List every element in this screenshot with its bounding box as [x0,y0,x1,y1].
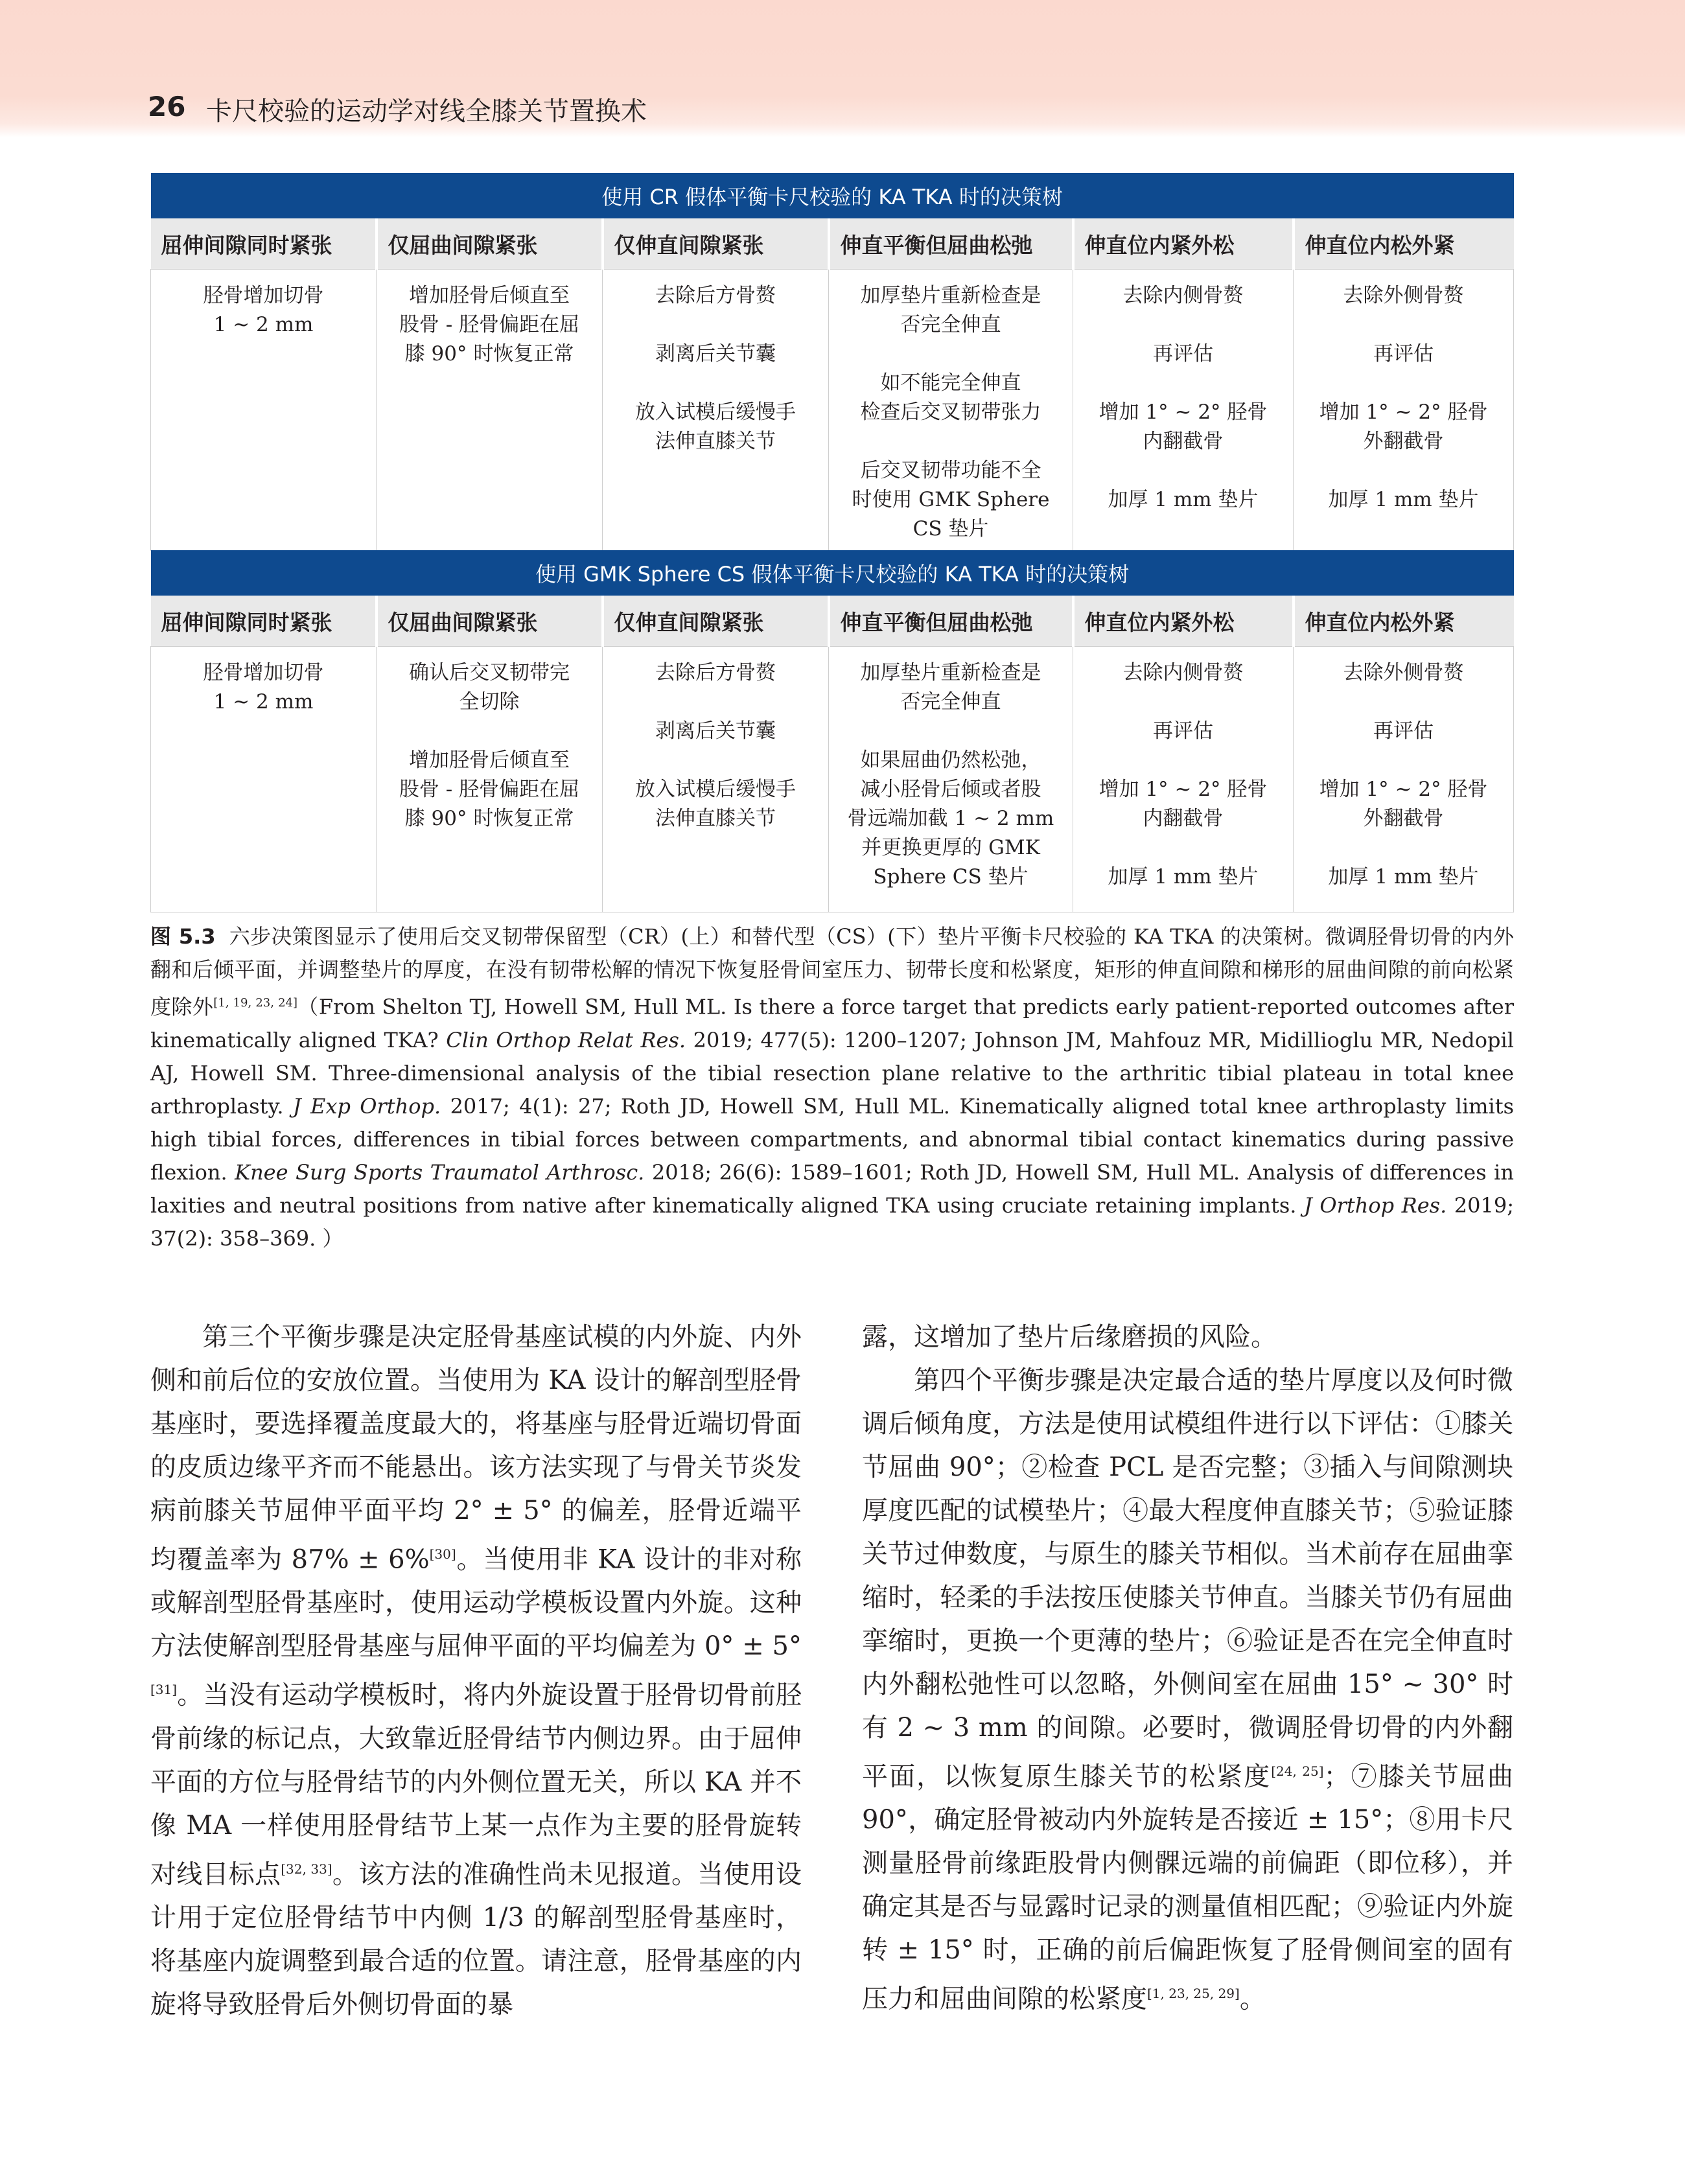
body-text: 。当没有运动学模板时，将内外旋设置于胫骨切骨前胫骨前缘的标记点，大致靠近胫骨结节内侧边界。由于屈伸平面的方位与胫骨结节的内外侧位置无关，所以 KA 并不像 MA 一样使用胫骨结节上某一点作为主要的胫骨旋转对线目标点 [150,1680,802,1889]
body-text: 第四个平衡步骤是决定最合适的垫片厚度以及何时微调后倾角度，方法是使用试模组件进行以下评估：①膝关节屈曲 90°；②检查 PCL 是否完整；③插入与间隙测块厚度匹配的试模垫片；④最大程度伸直膝关节；⑤验证膝关节过伸数度，与原生的膝关节相似。当术前存在屈曲挛缩时，轻柔的手法按压使膝关节伸直。当膝关节仍有屈曲挛缩时，更换一个更薄的垫片；⑥验证是否在完全伸直时内外翻松弛性可以忽略，外侧间室在屈曲 15° ~ 30° 时有 2 ~ 3 mm 的间隙。必要时，微调胫骨切骨的内外翻平面，以恢复原生膝关节的松紧度 [862,1365,1513,1792]
column-header: 伸直位内松外紧 [1294,218,1514,270]
figure-label: 图 5.3 [150,924,216,949]
decision-table-cs [150,550,1514,912]
running-title: 卡尺校验的运动学对线全膝关节置换术 [206,97,647,126]
cell-text: 加厚垫片重新检查是 否完全伸直 如不能完全伸直 检查后交叉韧带张力 后交叉韧带功能不全 时使用 GMK Sphere CS 垫片 [852,284,1050,540]
body-text: 第三个平衡步骤是决定胫骨基座试模的内外旋、内外侧和前后位的安放位置。当使用为 KA 设计的解剖型胫骨基座时，要选择覆盖度最大的，将基座与胫骨近端切骨面的皮质边缘平齐而不能悬出。该方法实现了与骨关节炎发病前膝关节屈伸平面平均 2° ± 5° 的偏差，胫骨近端平均覆盖率为 87% ± 6% [150,1322,802,1575]
body-column-right [862,1316,1513,2021]
decision-table-cr [150,173,1514,551]
table-cell [377,270,603,551]
column-header: 仅屈曲间隙紧张 [377,596,603,647]
citation: [32, 33] [281,1861,332,1877]
table-title: 使用 GMK Sphere CS 假体平衡卡尺校验的 KA TKA 时的决策树 [151,550,1514,596]
journal-name: Clin Orthop Relat Res. [446,1027,686,1052]
citation: [1, 19, 23, 24] [213,996,297,1010]
table-cell [829,270,1073,551]
caption-text: （From Shelton TJ, Howell SM, Hull ML. Is there a force target that predicts early patient-reported outcomes after kinematically aligned TKA? [150,994,1514,1052]
cell-text: 胫骨增加切骨 1 ~ 2 mm [203,284,324,336]
column-header: 仅伸直间隙紧张 [603,218,829,270]
citation: [31] [150,1682,178,1698]
journal-name: J Orthop Res. [1304,1192,1447,1218]
caption-text: 2019; 477(5): 1200–1207; Johnson JM, Mahfouz MR, Midillioglu MR, Nedopil AJ, Howell SM. Three-dimensional analysis of the tibial resection plane relative to the arthritic tibial plateau in total knee arthroplasty. [150,1027,1515,1119]
journal-name: Knee Surg Sports Traumatol Arthrosc. [235,1159,645,1185]
citation: [30] [429,1546,456,1562]
column-header: 伸直平衡但屈曲松弛 [829,218,1073,270]
journal-name: J Exp Orthop. [292,1093,441,1119]
caption-text: 2019; 37(2): 358–369. ） [150,1192,1515,1251]
page-number: 26 [148,91,186,122]
table-cell [603,647,829,912]
body-text: 。 [1239,1984,1266,2014]
table-cell [1073,647,1294,912]
cell-text: 去除外侧骨赘 再评估 增加 1° ~ 2° 胫骨 外翻截骨 加厚 1 mm 垫片 [1319,661,1488,889]
cell-text: 加厚垫片重新检查是 否完全伸直 如果屈曲仍然松弛， 减小胫骨后倾或者股 骨远端加截 1 ~ 2 mm 并更换更厚的 GMK Sphere CS 垫片 [847,661,1054,889]
figure-caption [150,920,1514,1255]
body-column-left [150,1316,802,2027]
caption-text: 2017; 4(1): 27; Roth JD, Howell SM, Hull ML. Kinematically aligned total knee arthroplasty limits high tibial forces, differences in tibial forces between compartments, and abnormal tibial contact kinematics during passive flexion. [150,1093,1514,1185]
table-cell [151,647,377,912]
column-header: 仅屈曲间隙紧张 [377,218,603,270]
column-header: 伸直平衡但屈曲松弛 [829,596,1073,647]
column-header: 仅伸直间隙紧张 [603,596,829,647]
column-header: 屈伸间隙同时紧张 [151,218,377,270]
cell-text: 去除后方骨赘 剥离后关节囊 放入试模后缓慢手 法伸直膝关节 [635,284,796,453]
column-header: 伸直位内紧外松 [1073,596,1294,647]
body-paragraph-continued: 露，这增加了垫片后缘磨损的风险。 [862,1322,1277,1352]
cell-text: 去除内侧骨赘 再评估 增加 1° ~ 2° 胫骨 内翻截骨 加厚 1 mm 垫片 [1098,284,1268,511]
body-text: 。该方法的准确性尚未见报道。当使用设计用于定位胫骨结节中内侧 1/3 的解剖型胫骨基座时，将基座内旋调整到最合适的位置。请注意，胫骨基座的内旋将导致胫骨后外侧切骨面的暴 [150,1859,802,2019]
citation: [1, 23, 25, 29] [1147,1986,1240,2002]
column-header: 伸直位内紧外松 [1073,218,1294,270]
body-text: 。当使用非 KA 设计的非对称或解剖型胫骨基座时，使用运动学模板设置内外旋。这种方法使解剖型胫骨基座与屈伸平面的平均偏差为 0° ± 5° [150,1544,802,1662]
cell-text: 去除外侧骨赘 再评估 增加 1° ~ 2° 胫骨 外翻截骨 加厚 1 mm 垫片 [1319,284,1488,511]
column-header: 屈伸间隙同时紧张 [151,596,377,647]
table-title: 使用 CR 假体平衡卡尺校验的 KA TKA 时的决策树 [151,173,1514,218]
cell-text: 去除后方骨赘 剥离后关节囊 放入试模后缓慢手 法伸直膝关节 [635,661,796,830]
table-cell [377,647,603,912]
body-paragraph [862,1359,1513,2021]
table-cell [603,270,829,551]
cell-text: 确认后交叉韧带完 全切除 增加胫骨后倾直至 股骨 - 胫骨偏距在屈 膝 90° 时恢复正常 [399,661,580,830]
body-paragraph [150,1316,802,2027]
column-header: 伸直位内松外紧 [1294,596,1514,647]
body-text: ；⑦膝关节屈曲 90°，确定胫骨被动内外旋转是否接近 ± 15°；⑧用卡尺测量胫骨前缘距股骨内侧髁远端的前偏距（即位移），并确定其是否与显露时记录的测量值相匹配；⑨验证内外旋转 ± 15° 时，正确的前后偏距恢复了胫骨侧间室的固有压力和屈曲间隙的松紧度 [862,1761,1514,2014]
table-cell [829,647,1073,912]
table-cell [151,270,377,551]
cell-text: 去除内侧骨赘 再评估 增加 1° ~ 2° 胫骨 内翻截骨 加厚 1 mm 垫片 [1098,661,1268,889]
table-cell [1073,270,1294,551]
cell-text: 增加胫骨后倾直至 股骨 - 胫骨偏距在屈 膝 90° 时恢复正常 [399,284,580,366]
citation: [24, 25] [1271,1763,1324,1779]
cell-text: 胫骨增加切骨 1 ~ 2 mm [203,661,324,714]
caption-text: 六步决策图显示了使用后交叉韧带保留型（CR）(上）和替代型（CS）(下）垫片平衡卡尺校验的 KA TKA 的决策树。微调胫骨切骨的内外翻和后倾平面，并调整垫片的厚度，在没有韧带松解的情况下恢复胫骨间室压力、韧带长度和松紧度，矩形的伸直间隙和梯形的屈曲间隙的前向松紧度除外 [150,924,1514,1019]
table-cell [1294,270,1514,551]
table-cell [1294,647,1514,912]
caption-text: 2018; 26(6): 1589–1601; Roth JD, Howell SM, Hull ML. Analysis of differences in laxities and neutral positions from native after kinematically aligned TKA using cruciate retaining implants. [150,1159,1515,1218]
